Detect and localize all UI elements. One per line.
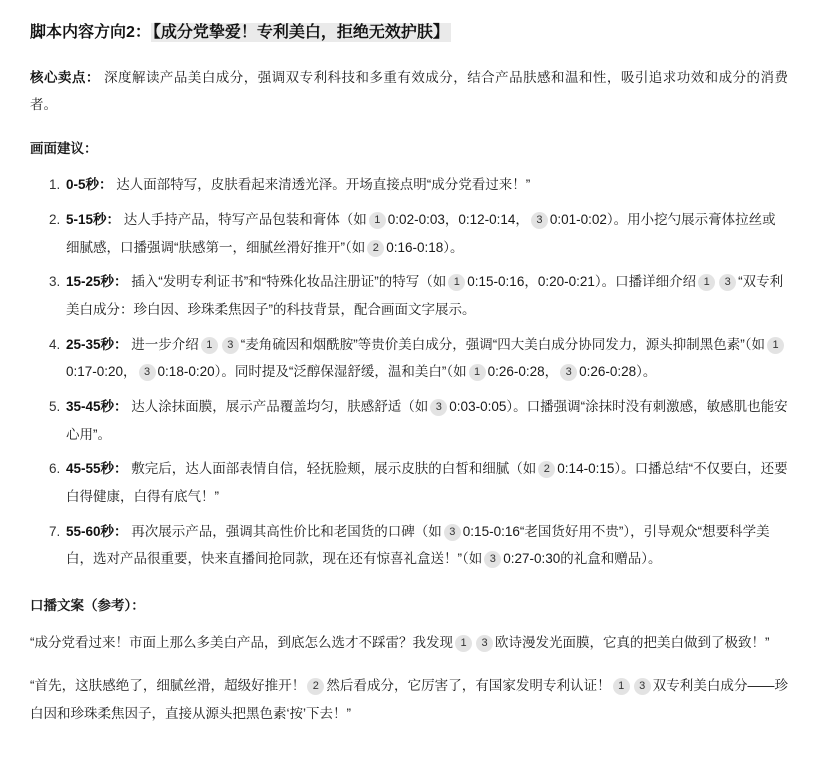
step-timecode: 35-45秒： [66,398,128,414]
text-run: 0:01-0:02）。用小挖勺展示膏体拉丝或细腻感，口播强调“肤感第一，细腻丝滑好推开”（如 [66,211,776,255]
text-run: 再次展示产品，强调其高性价比和老国货的口碑（如 [131,523,442,539]
text-run: “双专利美白成分：珍白因、珍珠柔焦因子”的科技背景，配合画面文字展示。 [66,274,784,317]
text-run: 插入“发明专利证书”和“特殊化妆品注册证”的特写（如 [131,274,447,290]
voiceover-paragraph [30,629,788,657]
source-ref-chip[interactable]: 3 [484,551,501,568]
text-run: 欧诗漫发光面膜，它真的把美白做到了极致！” [495,634,770,650]
voiceover-heading: 口播文案（参考）： [30,597,145,613]
source-ref-chip[interactable]: 3 [560,364,577,381]
selling-point-section [30,64,788,118]
source-ref-chip[interactable]: 1 [455,635,472,652]
text-run: “麦角硫因和烟酰胺”等贵价美白成分，强调“四大美白成分协同发力，源头抑制黑色素”（如 [240,336,766,352]
source-ref-chip[interactable]: 1 [448,274,465,291]
scene-step-item [64,171,788,199]
source-ref-chip[interactable]: 3 [476,635,493,652]
source-ref-chip[interactable]: 3 [719,274,736,291]
scene-step-item [64,206,788,261]
text-run: 0:16-0:18）。 [386,239,464,255]
text-run: 敷完后，达人面部表情自信，轻抚脸颊，展示皮肤的白皙和细腻（如 [131,461,537,477]
scene-step-item [64,518,788,573]
source-ref-chip[interactable]: 3 [444,524,461,541]
source-ref-chip[interactable]: 2 [538,461,555,478]
text-run: 0:27-0:30的礼盒和赠品）。 [503,551,662,567]
text-run: 0:15-0:16“老国货好用不贵”），引导观众“想要科学美白，选对产品很重要，快来直播间抢同款，现在还有惊喜礼盒送！”（如 [66,523,770,567]
text-run: 0:03-0:05）。口播强调“涂抹时没有刺激感，敏感肌也能安心用”。 [66,398,788,442]
text-run: 进一步介绍 [131,336,199,352]
source-ref-chip[interactable]: 1 [767,337,784,354]
scene-heading: 画面建议： [30,140,98,156]
step-timecode: 5-15秒： [66,211,121,227]
text-run: 0:14-0:15）。口播总结“不仅要白，还要白得健康，白得有底气！” [66,461,788,504]
source-ref-chip[interactable]: 2 [307,678,324,695]
selling-point-text: 深度解读产品美白成分，强调双专利科技和多重有效成分，结合产品肤感和温和性，吸引追求功效和成分的消费者。 [30,69,788,112]
text-run: 达人面部特写，皮肤看起来清透光泽。开场直接点明“成分党看过来！” [116,177,531,193]
text-run: 双专利美白成分——珍白因和珍珠柔焦因子，直接从源头把黑色素‘按’下去！” [30,678,789,721]
source-ref-chip[interactable]: 1 [469,364,486,381]
scene-step-item [64,268,788,323]
source-ref-chip[interactable]: 3 [531,212,548,229]
step-timecode: 55-60秒： [66,523,128,539]
source-ref-chip[interactable]: 1 [613,678,630,695]
source-ref-chip[interactable]: 1 [698,274,715,291]
title-highlight: 【成分党挚爱！专利美白，拒绝无效护肤】 [152,24,449,41]
voiceover-body [30,629,788,728]
page-title [30,20,788,46]
step-timecode: 25-35秒： [66,336,128,352]
selling-point-paragraph [30,64,788,118]
text-run: 0:02-0:03，0:12-0:14， [387,211,529,227]
voiceover-paragraph [30,672,788,727]
source-ref-chip[interactable]: 1 [201,337,218,354]
step-timecode: 15-25秒： [66,274,128,290]
text-run: “成分党看过来！市面上那么多美白产品，到底怎么选才不踩雷？我发现 [30,634,453,650]
scene-step-item [64,331,788,386]
text-run: 0:26-0:28， [487,364,559,380]
selling-point-label: 核心卖点： [30,69,100,85]
title-prefix: 脚本内容方向2： [30,24,151,41]
source-ref-chip[interactable]: 3 [222,337,239,354]
text-run: 0:26-0:28）。 [579,364,657,380]
step-timecode: 45-55秒： [66,461,128,477]
text-run: 0:15-0:16，0:20-0:21）。口播详细介绍 [467,274,697,290]
text-run: 0:18-0:20）。同时提及“泛醇保湿舒缓，温和美白”（如 [157,364,467,380]
source-ref-chip[interactable]: 2 [367,240,384,257]
source-ref-chip[interactable]: 3 [139,364,156,381]
scene-step-item [64,393,788,448]
source-ref-chip[interactable]: 3 [430,399,447,416]
source-ref-chip[interactable]: 3 [634,678,651,695]
text-run: 达人涂抹面膜，展示产品覆盖均匀，肤感舒适（如 [131,398,429,414]
scene-step-list [30,171,788,573]
text-run: 然后看成分，它厉害了，有国家发明专利认证！ [326,678,611,694]
text-run: “首先，这肤感绝了，细腻丝滑，超级好推开！ [30,678,306,694]
text-run: 0:17-0:20， [66,364,137,380]
step-timecode: 0-5秒： [66,177,113,193]
scene-step-item [64,455,788,510]
text-run: 达人手持产品，特写产品包装和膏体（如 [123,211,367,227]
source-ref-chip[interactable]: 1 [369,212,386,229]
